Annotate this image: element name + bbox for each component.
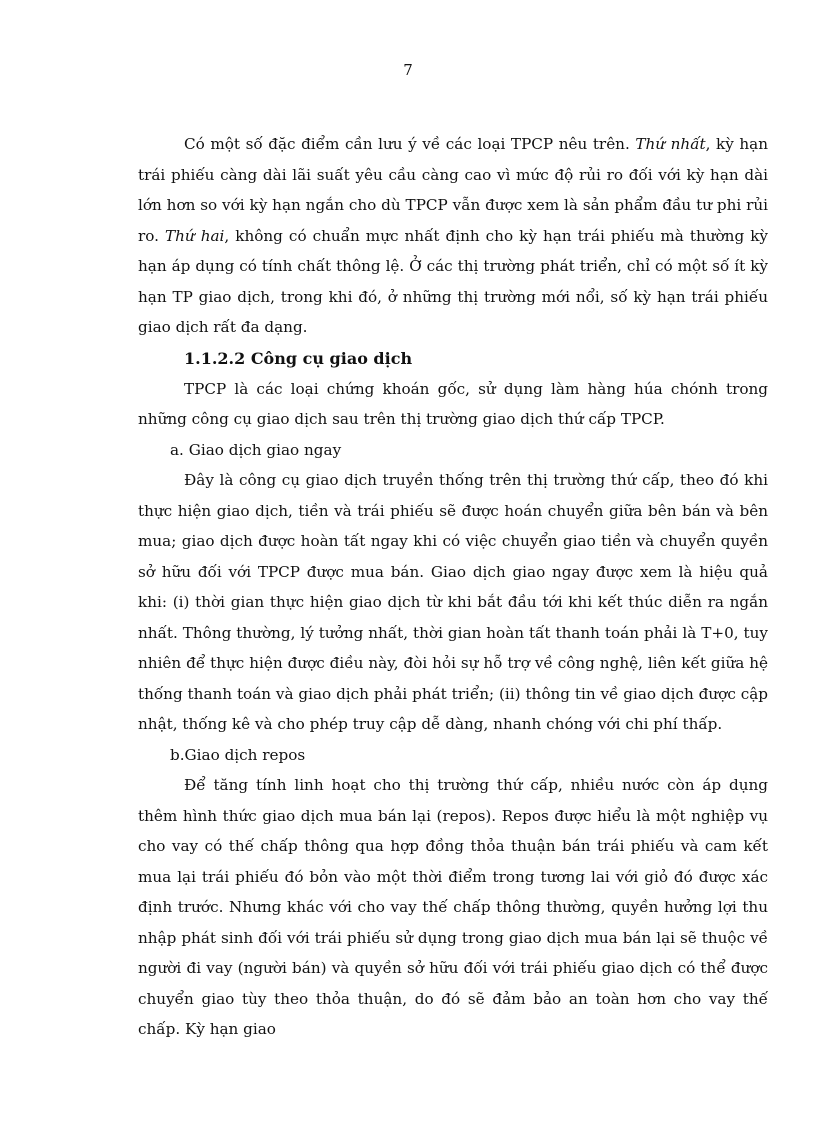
paragraph-text: , kỳ hạn trái phiếu càng dài lãi suất yêu cầu càng cao vì mức độ rủi ro đối với kỳ hạn dài lớn hơn so với kỳ hạn ngắn cho dù TPCP vẫn được xem là sản phẩm đầu tư phi rủi ro. xyxy=(138,135,769,245)
paragraph-text: , không có chuẩn mực nhất định cho kỳ hạn trái phiếu mà thường kỳ hạn áp dụng có tính chất thông lệ. Ở các thị trường phát triển, chỉ có một số ít kỳ hạn TP giao dịch, trong khi đó, ở những thị trường mới nổi, số kỳ hạn trái phiếu giao dịch rất đa dạng. xyxy=(138,226,768,336)
page-number: 7 xyxy=(403,61,413,79)
document-body xyxy=(138,129,768,1045)
paragraph-spot-trading: Đây là công cụ giao dịch truyền thống trên thị trường thứ cấp, theo đó khi thực hiện giao dịch, tiền và trái phiếu sẽ được hoán chuyển giữa bên bán và bên mua; giao dịch được hoàn tất ngay khi có việc chuyển giao tiền và chuyển quyền sở hữu đối với TPCP được mua bán. Giao dịch giao ngay được xem là hiệu quả khi: (i) thời gian thực hiện giao dịch từ khi bắt đầu tới khi kết thúc diễn ra ngắn nhất. Thông thường, lý tưởng nhất, thời gian hoàn tất thanh toán phải là T+0, tuy nhiên để thực hiện được điều này, đòi hỏi sự hỗ trợ về công nghệ, liên kết giữa hệ thống thanh toán và giao dịch phải phát triển; (ii) thông tin về giao dịch được cập nhật, thống kê và cho phép truy cập dễ dàng, nhanh chóng với chi phí thấp. xyxy=(138,471,768,733)
subheading-repos: b.Giao dịch repos xyxy=(170,745,306,764)
paragraph-tpcp-intro: TPCP là các loại chứng khoán gốc, sử dụng làm hàng húa chónh trong những công cụ giao dịch sau trên thị trường giao dịch thứ cấp TPCP. xyxy=(138,379,768,428)
section-heading: 1.1.2.2 Công cụ giao dịch xyxy=(184,348,413,368)
paragraph-tpcp-features xyxy=(138,129,768,343)
subheading-spot-trading: a. Giao dịch giao ngay xyxy=(170,440,342,459)
emphasis-first: Thứ nhất xyxy=(635,135,706,153)
paragraph-repos: Để tăng tính linh hoạt cho thị trường thứ cấp, nhiều nước còn áp dụng thêm hình thức giao dịch mua bán lại (repos). Repos được hiểu là một nghiệp vụ cho vay có thế chấp thông qua hợp đồng thỏa thuận bán trái phiếu và cam kết mua lại trái phiếu đó bỏn vào một thời điểm trong tương lai với giỏ đó được xác định trước. Nhưng khác với cho vay thế chấp thông thường, quyền hưởng lợi thu nhập phát sinh đối với trái phiếu sử dụng trong giao dịch mua bán lại sẽ thuộc về người đi vay (người bán) và quyền sở hữu đối với trái phiếu giao dịch có thể được chuyển giao tùy theo thỏa thuận, do đó sẽ đảm bảo an toàn hơn cho vay thế chấp. Kỳ hạn giao xyxy=(138,776,768,1038)
emphasis-second: Thứ hai xyxy=(165,226,225,245)
paragraph-text: Có một số đặc điểm cần lưu ý về các loại TPCP nêu trên. xyxy=(184,135,636,153)
